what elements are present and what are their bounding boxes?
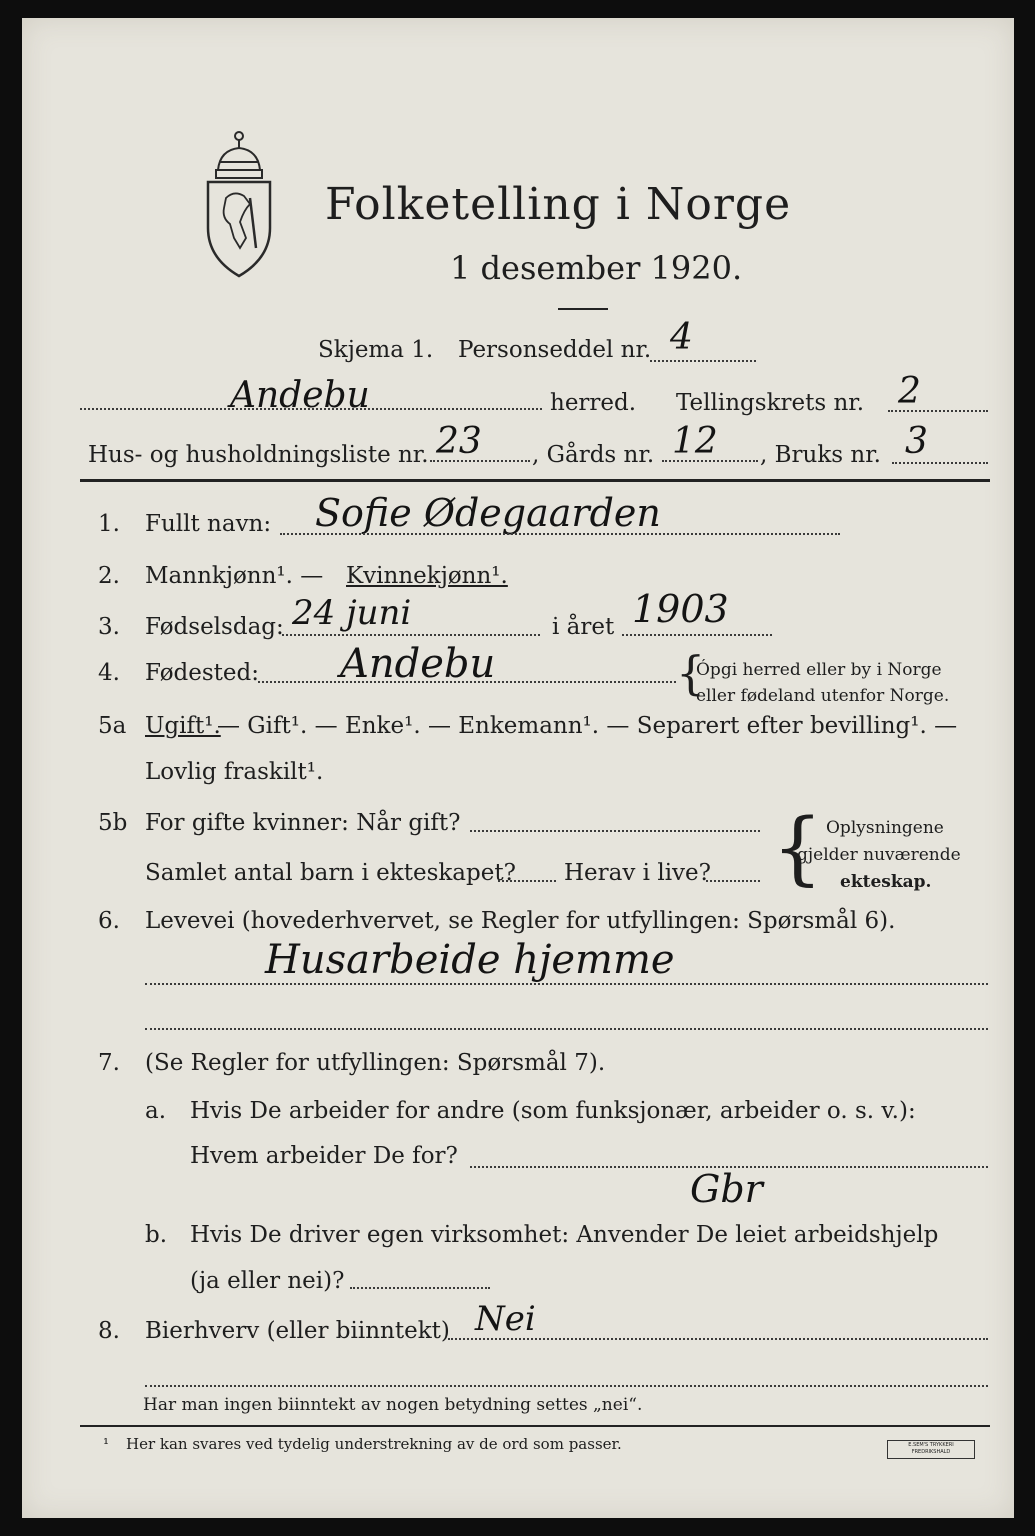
form-title: Folketelling i Norge: [325, 179, 792, 230]
q5b-note-line1: Oplysningene: [826, 818, 944, 838]
q5b-number: 5b: [98, 810, 128, 836]
q5a-number: 5a: [98, 713, 127, 739]
personseddel-label: Personseddel nr.: [458, 337, 652, 363]
q4-line: [258, 681, 676, 683]
q3-label: Fødselsdag:: [145, 614, 284, 640]
q7-number: 7.: [98, 1050, 120, 1076]
q1-number: 1.: [98, 511, 120, 537]
q2-mannkjonn: Mannkjønn¹. —: [145, 563, 324, 589]
q6-line2: [145, 1028, 988, 1030]
q8-line2: [145, 1385, 988, 1387]
hus-line: [430, 460, 530, 462]
q7b-question: (ja eller nei)?: [190, 1268, 345, 1294]
q5a-ugift: Ugift¹.: [145, 713, 221, 739]
q3-year-line: [622, 634, 772, 636]
q7a-text: Hvis De arbeider for andre (som funksjonær, arbeider o. s. v.):: [190, 1098, 916, 1124]
bruks-label: , Bruks nr.: [760, 442, 881, 468]
q8-number: 8.: [98, 1318, 120, 1344]
herred-value: Andebu: [230, 375, 370, 416]
q7a-question: Hvem arbeider De for?: [190, 1143, 458, 1169]
herred-line: [80, 408, 542, 410]
q5a-options: — Gift¹. — Enke¹. — Enkemann¹. — Separert efter bevilling¹. —: [217, 713, 958, 739]
herred-label: herred.: [550, 390, 637, 416]
q4-number: 4.: [98, 660, 120, 686]
q8-label: Bierhverv (eller biinntekt): [145, 1318, 450, 1344]
personseddel-value: 4: [670, 317, 693, 358]
q5b-barn-line: [498, 880, 556, 882]
q5b-gift-line: [470, 830, 760, 832]
q3-year-value: 1903: [632, 587, 729, 631]
tellingskrets-label: Tellingskrets nr.: [676, 390, 865, 416]
footer-divider: [80, 1425, 990, 1427]
skjema-label: Skjema 1.: [318, 337, 434, 363]
q7b-letter: b.: [145, 1222, 168, 1248]
q5b-label2: Samlet antal barn i ekteskapet?: [145, 860, 516, 886]
form-date: 1 desember 1920.: [450, 249, 743, 287]
q5b-label1: For gifte kvinner: Når gift?: [145, 810, 461, 836]
q2-number: 2.: [98, 563, 120, 589]
norway-coat-of-arms-icon: [200, 128, 278, 278]
printer-stamp-text: E.SEM'S TRYKKERI FREDRIKSHALD: [908, 1442, 954, 1455]
hus-label: Hus- og husholdningsliste nr.: [88, 442, 429, 468]
q5b-brace: {: [772, 801, 823, 894]
q6-value: Husarbeide hjemme: [265, 937, 675, 983]
header-divider: [80, 479, 990, 482]
gards-value: 12: [672, 421, 718, 462]
gards-line: [662, 460, 758, 462]
personseddel-line: [650, 360, 756, 362]
bruks-line: [892, 462, 988, 464]
q7b-text: Hvis De driver egen virksomhet: Anvender De leiet arbeidshjelp: [190, 1222, 939, 1248]
q8-value: Nei: [475, 1299, 536, 1339]
q8-line1: [448, 1338, 988, 1340]
q4-brace: {: [676, 646, 706, 700]
q3-value: 24 juni: [292, 593, 412, 633]
q4-note-line2: eller fødeland utenfor Norge.: [696, 686, 950, 706]
title-divider: [558, 308, 608, 310]
q7a-letter: a.: [145, 1098, 167, 1124]
bruks-value: 3: [905, 421, 928, 462]
q1-label: Fullt navn:: [145, 511, 272, 537]
q4-note-line1: Ópgi herred eller by i Norge: [696, 660, 942, 680]
q5b-label3: Herav i live?: [564, 860, 711, 886]
q4-value: Andebu: [340, 641, 496, 687]
q6-label: Levevei (hovederhvervet, se Regler for utfyllingen: Spørsmål 6).: [145, 908, 896, 934]
q6-number: 6.: [98, 908, 120, 934]
q4-label: Fødested:: [145, 660, 260, 686]
footer-note: Har man ingen biinntekt av nogen betydning settes „nei“.: [143, 1395, 643, 1415]
q5b-live-line: [706, 880, 760, 882]
q3-line: [282, 634, 540, 636]
q3-year-label: i året: [552, 614, 615, 640]
printer-stamp: [887, 1440, 975, 1459]
q2-kvinnekjonn: Kvinnekjønn¹.: [346, 563, 508, 589]
q1-line: [280, 533, 840, 535]
q7-label: (Se Regler for utfyllingen: Spørsmål 7).: [145, 1050, 606, 1076]
q3-number: 3.: [98, 614, 120, 640]
q7b-line: [350, 1287, 490, 1289]
gards-label: , Gårds nr.: [532, 442, 655, 468]
hus-value: 23: [436, 421, 482, 462]
tellingskrets-value: 2: [898, 371, 921, 412]
footnote-mark: ¹: [103, 1435, 110, 1453]
q7a-value: Gbr: [690, 1167, 763, 1211]
tellingskrets-line: [888, 410, 988, 412]
q5a-line2: Lovlig fraskilt¹.: [145, 759, 324, 785]
footnote-text: Her kan svares ved tydelig understrekning av de ord som passer.: [126, 1435, 622, 1453]
q1-value: Sofie Ødegaarden: [315, 491, 661, 535]
q6-line1: [145, 983, 988, 985]
q5b-note-line3: ekteskap.: [840, 872, 932, 892]
q5b-note-line2: gjelder nuværende: [797, 845, 961, 865]
